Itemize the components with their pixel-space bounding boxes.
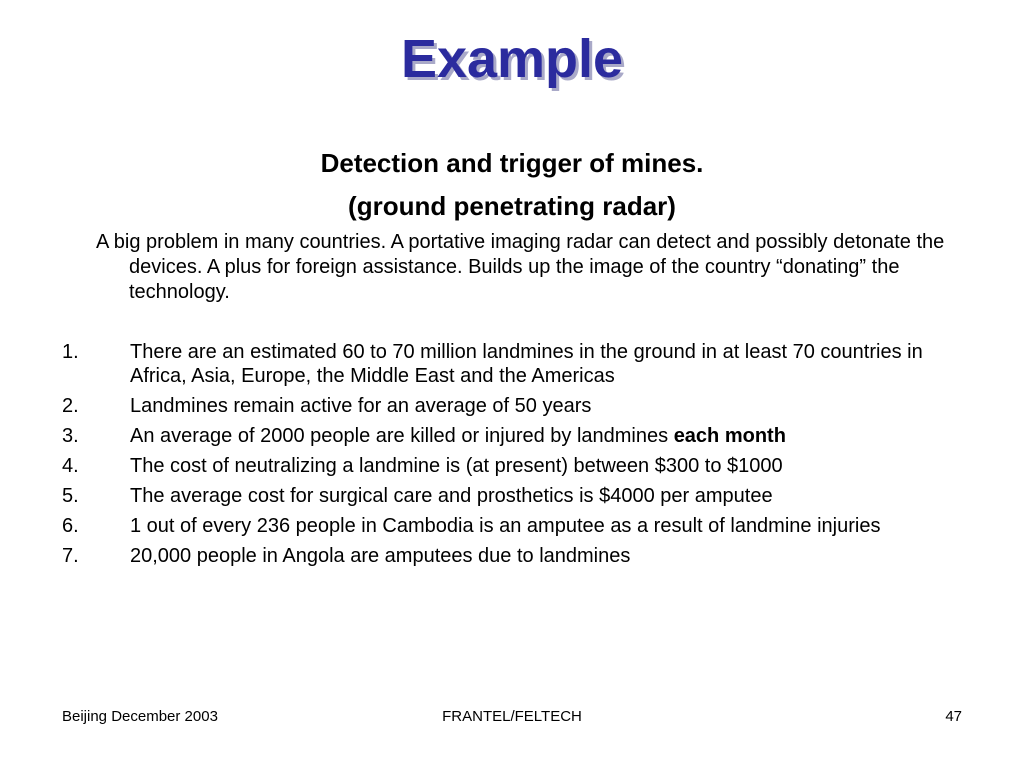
footer-location-date: Beijing December 2003: [62, 708, 218, 725]
list-item: [62, 394, 962, 418]
list-item-text: The average cost for surgical care and prosthetics is $4000 per amputee: [130, 485, 773, 507]
subtitle-line-1: Detection and trigger of mines.: [320, 148, 704, 178]
list-item-text: Landmines remain active for an average of 50 years: [130, 395, 592, 417]
list-item: [62, 514, 962, 538]
list-item: [62, 454, 962, 478]
slide-title: Example: [400, 29, 624, 89]
subtitle-line-2: (ground penetrating radar): [348, 191, 676, 221]
list-item: [62, 424, 962, 448]
list-item-number: 1.: [62, 341, 79, 363]
list-item-number: 3.: [62, 425, 79, 447]
list-item-text: An average of 2000 people are killed or injured by landmines: [130, 425, 674, 447]
list-item-text: 1 out of every 236 people in Cambodia is an amputee as a result of landmine injuries: [130, 515, 881, 537]
list-item-number: 5.: [62, 485, 79, 507]
list-item-number: 4.: [62, 455, 79, 477]
slide-number: 47: [945, 708, 962, 725]
list-item-number: 6.: [62, 515, 79, 537]
facts-list: [62, 340, 962, 574]
list-item-text: There are an estimated 60 to 70 million landmines in the ground in at least 70 countries in Africa, Asia, Europe, the Middle East and the Americas: [130, 341, 923, 387]
list-item-text: 20,000 people in Angola are amputees due to landmines: [130, 545, 631, 567]
list-item: [62, 484, 962, 508]
list-item: [62, 544, 962, 568]
list-item-number: 2.: [62, 395, 79, 417]
list-item-emphasis: each month: [673, 425, 786, 447]
footer-organization: FRANTEL/FELTECH: [442, 708, 582, 725]
list-item: [62, 340, 962, 388]
list-item-text: The cost of neutralizing a landmine is (at present) between $300 to $1000: [130, 455, 783, 477]
list-item-number: 7.: [62, 545, 79, 567]
intro-paragraph: A big problem in many countries. A portative imaging radar can detect and possibly detonate the devices. A plus for foreign assistance. Builds up the image of the country “donating” the technology.: [96, 231, 945, 303]
